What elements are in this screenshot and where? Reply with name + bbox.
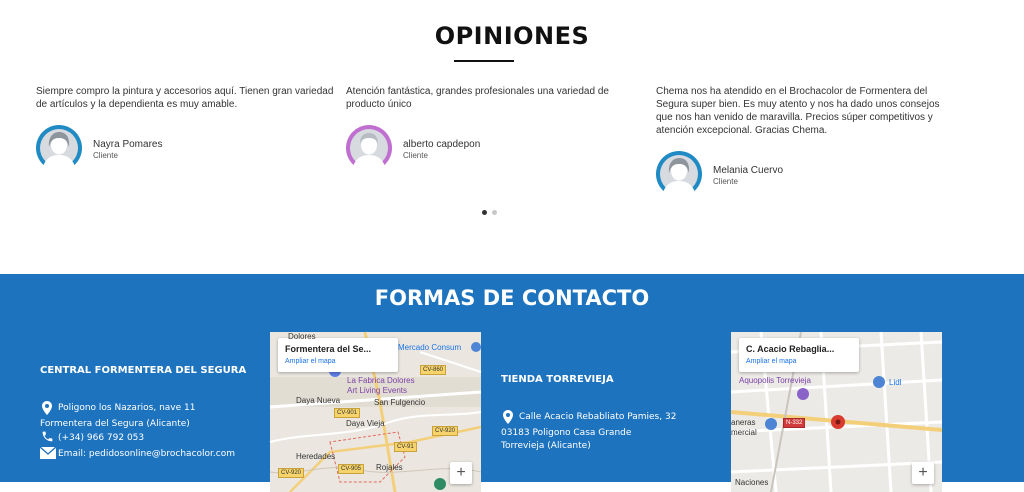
avatar — [36, 125, 82, 171]
enlarge-map-link[interactable]: Ampliar el mapa — [285, 358, 336, 365]
author-role: Cliente — [93, 151, 118, 160]
user-avatar-icon — [656, 151, 702, 197]
road-badge: CV-920 — [432, 426, 458, 436]
phone-icon — [41, 430, 54, 443]
map-label: La Fabrica Dolores — [347, 376, 415, 385]
review-card — [346, 85, 646, 160]
central-email[interactable]: Email: pedidosonline@brochacolor.com — [58, 449, 235, 459]
road-badge: CV-905 — [338, 464, 364, 474]
review-text: Chema nos ha atendido en el Brochacolor de Formentera del Segura super bien. Es muy atento y nos ha dado unos consejos que nos han venido de maravilla. Precios súper competitivos y atención excepcional. Gracias Chema. — [656, 86, 940, 136]
central-phone[interactable]: (+34) 966 792 053 — [58, 433, 145, 443]
road-badge: CV-91 — [394, 442, 417, 452]
opiniones-title: OPINIONES — [434, 22, 590, 50]
map-info-card — [739, 338, 859, 372]
review-author — [346, 125, 646, 175]
contacto-title: FORMAS DE CONTACTO — [374, 286, 650, 310]
map-label: Daya Vieja — [346, 419, 385, 428]
map-label: Daya Nueva — [296, 396, 341, 405]
review-text: Siempre compro la pintura y accesorios aquí. Tienen gran variedad de artículos y la dependienta es muy amable. — [36, 86, 334, 110]
author-role: Cliente — [713, 177, 738, 186]
central-address-line2: Formentera del Segura (Alicante) — [40, 419, 190, 429]
map-zoom-in-button[interactable]: + — [450, 462, 472, 484]
review-author — [656, 151, 956, 201]
map-card-title: C. Acacio Rebaglia... — [746, 344, 835, 354]
contacto-section — [0, 274, 1024, 487]
user-avatar-icon — [346, 125, 392, 171]
author-name: Nayra Pomares — [93, 139, 163, 150]
map-label: Lidl — [889, 378, 902, 387]
map-label: Naciones — [735, 478, 769, 487]
review-author — [36, 125, 336, 175]
map-label: San Fulgencio — [374, 398, 426, 407]
map-label: Heredades — [296, 452, 336, 461]
map-card-title: Formentera del Se... — [285, 344, 372, 354]
torrevieja-address-line2: 03183 Poligono Casa Grande — [501, 428, 632, 438]
map-zoom-in-button[interactable]: + — [912, 462, 934, 484]
review-card — [36, 85, 336, 160]
map-formentera[interactable] — [270, 332, 481, 492]
map-label: Aquopolis Torrevieja — [739, 376, 811, 385]
road-badge: N-332 — [783, 418, 805, 428]
map-label: Art Living Events — [347, 386, 408, 395]
central-address-line1: Poligono los Nazarios, nave 11 — [58, 403, 196, 413]
email-icon — [40, 447, 56, 459]
carousel-dot-1[interactable] — [482, 210, 487, 215]
map-label: Dolores — [288, 332, 316, 341]
user-avatar-icon — [36, 125, 82, 171]
author-role: Cliente — [403, 151, 428, 160]
road-badge: CV-860 — [420, 365, 446, 375]
office-name-torrevieja: TIENDA TORREVIEJA — [501, 374, 614, 385]
enlarge-map-link[interactable]: Ampliar el mapa — [746, 358, 797, 365]
map-info-card — [278, 338, 398, 372]
office-name-central: CENTRAL FORMENTERA DEL SEGURA — [40, 365, 247, 376]
carousel-dot-2[interactable] — [492, 210, 497, 215]
torrevieja-address-line1: Calle Acacio Rebabliato Pamies, 32 — [519, 412, 677, 422]
map-label: aneras — [731, 418, 756, 427]
avatar — [346, 125, 392, 171]
title-underline — [454, 60, 514, 62]
road-badge: CV-901 — [334, 408, 360, 418]
review-card — [656, 85, 956, 186]
review-text: Atención fantástica, grandes profesionales una variedad de producto único — [346, 86, 609, 110]
location-pin-icon — [42, 401, 52, 415]
location-pin-icon — [503, 410, 513, 424]
torrevieja-address-line3: Torrevieja (Alicante) — [501, 441, 591, 451]
map-label: Mercado Consum — [398, 343, 462, 352]
avatar — [656, 151, 702, 197]
author-name: Melania Cuervo — [713, 165, 784, 176]
author-name: alberto capdepon — [403, 139, 481, 150]
map-label: mercial — [731, 428, 757, 437]
road-badge: CV-920 — [278, 468, 304, 478]
map-label: Rojales — [376, 463, 403, 472]
map-torrevieja[interactable] — [731, 332, 942, 492]
